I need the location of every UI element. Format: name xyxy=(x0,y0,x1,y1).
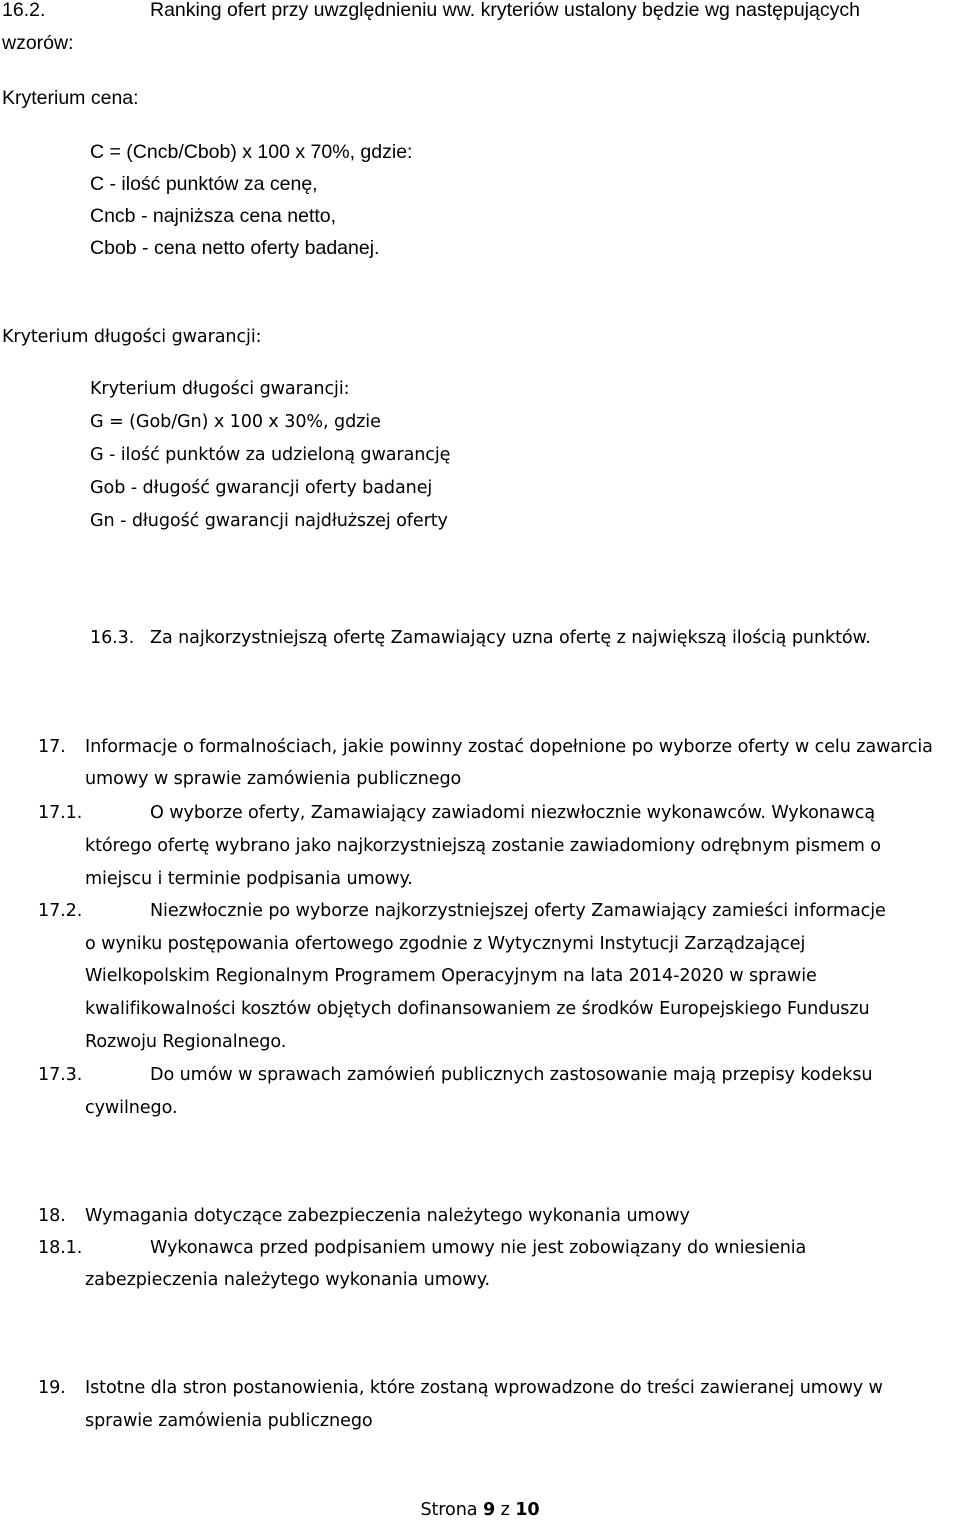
section-title-line: Wymagania dotyczące zabezpieczenia należytego wykonania umowy xyxy=(85,1206,690,1226)
subsection-text-line: Niezwłocznie po wyborze najkorzystniejszej oferty Zamawiający zamieści informacje xyxy=(150,901,886,921)
subsection-number: 17.2. xyxy=(38,901,83,921)
criterion-heading: Kryterium cena: xyxy=(2,87,139,109)
subsection-text-line: O wyborze oferty, Zamawiający zawiadomi niezwłocznie wykonawców. Wykonawcą xyxy=(150,803,876,823)
subsection-text-line: Rozwoju Regionalnego. xyxy=(85,1032,287,1052)
section-number: 17. xyxy=(38,737,66,757)
formula-line: Kryterium długości gwarancji: xyxy=(90,379,350,399)
section-number: 19. xyxy=(38,1378,66,1398)
formula-line: G = (Gob/Gn) x 100 x 30%, gdzie xyxy=(90,412,381,432)
footer-of: z xyxy=(500,1500,510,1520)
subsection-text-line: zabezpieczenia należytego wykonania umowy. xyxy=(85,1270,491,1290)
section-number: 16.2. xyxy=(2,0,46,21)
footer-label: Strona xyxy=(420,1500,478,1520)
subsection-text-line: cywilnego. xyxy=(85,1098,178,1118)
criterion-heading: Kryterium długości gwarancji: xyxy=(2,327,262,347)
subsection-number: 17.3. xyxy=(38,1065,83,1085)
subsection-number: 17.1. xyxy=(38,803,83,823)
section-number: 16.3. xyxy=(90,628,135,648)
section-title-line: Istotne dla stron postanowienia, które zostaną wprowadzone do treści zawieranej umowy w xyxy=(85,1378,883,1398)
subsection-text-line: Wielkopolskim Regionalnym Programem Operacyjnym na lata 2014-2020 w sprawie xyxy=(85,966,817,986)
formula-line: C - ilość punktów za cenę, xyxy=(90,173,318,195)
subsection-text-line: o wyniku postępowania ofertowego zgodnie z Wytycznymi Instytucji Zarządzającej xyxy=(85,934,806,954)
section-title-line: Informacje o formalnościach, jakie powinny zostać dopełnione po wyborze oferty w celu zawarcia xyxy=(85,737,933,757)
formula-line: Gob - długość gwarancji oferty badanej xyxy=(90,478,433,498)
footer-page-number: 9 xyxy=(482,1500,496,1520)
subsection-number: 18.1. xyxy=(38,1238,83,1258)
section-number: 18. xyxy=(38,1206,66,1226)
formula-line: C = (Cncb/Cbob) x 100 x 70%, gdzie: xyxy=(90,141,413,163)
section-text-line: Ranking ofert przy uwzględnieniu ww. kryteriów ustalony będzie wg następujących xyxy=(150,0,860,21)
page-footer xyxy=(0,1498,960,1522)
subsection-text-line: Wykonawca przed podpisaniem umowy nie jest zobowiązany do wniesienia xyxy=(150,1238,807,1258)
formula-line: Cbob - cena netto oferty badanej. xyxy=(90,237,380,259)
section-text-line: Za najkorzystniejszą ofertę Zamawiający uzna ofertę z największą ilością punktów. xyxy=(150,628,871,648)
formula-line: Gn - długość gwarancji najdłuższej oferty xyxy=(90,511,448,531)
subsection-text-line: kwalifikowalności kosztów objętych dofinansowaniem ze środków Europejskiego Funduszu xyxy=(85,999,870,1019)
subsection-text-line: Do umów w sprawach zamówień publicznych zastosowanie mają przepisy kodeksu xyxy=(150,1065,873,1085)
footer-total-pages: 10 xyxy=(515,1500,540,1520)
section-title-line: sprawie zamówienia publicznego xyxy=(85,1411,373,1431)
section-title-line: umowy w sprawie zamówienia publicznego xyxy=(85,769,462,789)
formula-line: Cncb - najniższa cena netto, xyxy=(90,205,337,227)
subsection-text-line: którego ofertę wybrano jako najkorzystniejszą zostanie zawiadomiony odrębnym pismem o xyxy=(85,836,881,856)
formula-line: G - ilość punktów za udzieloną gwarancję xyxy=(90,445,451,465)
subsection-text-line: miejscu i terminie podpisania umowy. xyxy=(85,869,413,889)
section-text-line: wzorów: xyxy=(2,32,74,54)
